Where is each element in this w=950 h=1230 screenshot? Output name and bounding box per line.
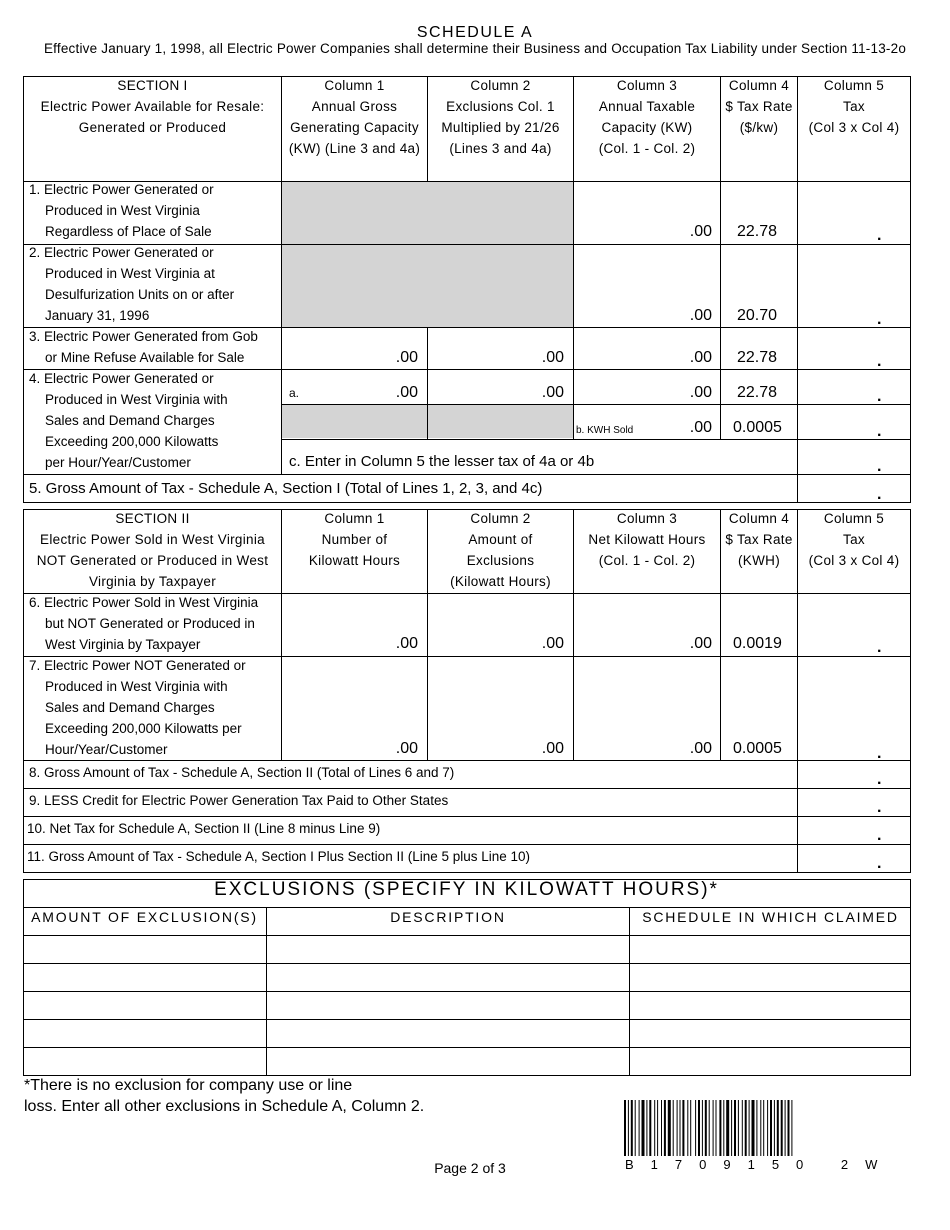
s2-column-3-header: Column 3 Net Kilowatt Hours (Col. 1 - Col. 2) xyxy=(588,511,706,568)
s1-column-5-header: Column 5 Tax (Col 3 x Col 4) xyxy=(808,78,900,135)
line-9-tax-input[interactable]: . xyxy=(877,799,882,816)
s1-column-2-header: Column 2 Exclusions Col. 1 Multiplied by 21/26 (Lines 3 and 4a) xyxy=(441,78,560,156)
exclusion-description-input[interactable] xyxy=(267,992,629,1019)
schedule-subtitle: Effective January 1, 1998, all Electric Power Companies shall determine their Business and Occupation Tax Liability under Section 11-13-2o xyxy=(43,41,907,56)
line-7-label: 7. Electric Power NOT Generated or Produced in West Virginia with Sales and Demand Charges Exceeding 200,000 Kilowatts per Hour/Year/Customer xyxy=(29,658,246,757)
exclusion-schedule-input[interactable] xyxy=(630,1048,910,1075)
exclusions-title: EXCLUSIONS (SPECIFY IN KILOWATT HOURS)* xyxy=(214,879,719,900)
line-4a-col1-input[interactable]: .00 xyxy=(395,384,418,401)
exclusion-amount-input[interactable] xyxy=(24,992,266,1019)
line-8-label: 8. Gross Amount of Tax - Schedule A, Section II (Total of Lines 6 and 7) xyxy=(29,765,455,780)
s2-column-2-header: Column 2 Amount of Exclusions (Kilowatt Hours) xyxy=(450,511,551,589)
line-3-col3-input[interactable]: .00 xyxy=(689,349,712,366)
exclusion-amount-input[interactable] xyxy=(24,964,266,991)
line-4b-label: b. KWH Sold xyxy=(576,425,634,436)
line-6-tax-input[interactable]: . xyxy=(877,639,882,656)
exclusion-schedule-header: SCHEDULE IN WHICH CLAIMED xyxy=(642,909,899,925)
line-2-tax-input[interactable]: . xyxy=(877,311,882,328)
line-3-label: 3. Electric Power Generated from Gob or Mine Refuse Available for Sale xyxy=(29,329,258,365)
line-3-tax-input[interactable]: . xyxy=(877,353,882,370)
exclusion-schedule-input[interactable] xyxy=(630,936,910,963)
line-6-col3-input[interactable]: .00 xyxy=(689,635,712,652)
exclusion-amount-header: AMOUNT OF EXCLUSION(S) xyxy=(31,909,258,925)
s2-column-5-header: Column 5 Tax (Col 3 x Col 4) xyxy=(808,511,900,568)
barcode-text: B1709150 2W xyxy=(625,1157,895,1172)
line-4a-col3-input[interactable]: .00 xyxy=(689,384,712,401)
line-3-col1-input[interactable]: .00 xyxy=(395,349,418,366)
section-1-header: SECTION I Electric Power Available for Resale: Generated or Produced xyxy=(40,78,265,135)
s1-column-1-header: Column 1 Annual Gross Generating Capacity (KW) (Line 3 and 4a) xyxy=(288,78,421,156)
shaded-area-lines-1-2 xyxy=(282,182,574,327)
exclusion-description-header: DESCRIPTION xyxy=(390,909,506,925)
line-4c-tax-input[interactable]: . xyxy=(877,458,882,475)
footnote: *There is no exclusion for company use or line loss. Enter all other exclusions in Schedule A, Column 2. xyxy=(24,1077,425,1115)
line-6-col1-input[interactable]: .00 xyxy=(395,635,418,652)
line-4a-rate: 22.78 xyxy=(737,384,778,401)
line-4a-label: a. xyxy=(289,386,300,400)
line-2-label: 2. Electric Power Generated or Produced in West Virginia at Desulfurization Units on or after January 31, 1996 xyxy=(29,245,235,323)
line-9-label: 9. LESS Credit for Electric Power Generation Tax Paid to Other States xyxy=(29,793,449,808)
line-7-col2-input[interactable]: .00 xyxy=(541,740,564,757)
line-7-tax-input[interactable]: . xyxy=(877,745,882,762)
section-2-header: SECTION II Electric Power Sold in West Virginia NOT Generated or Produced in West Virginia by Taxpayer xyxy=(36,511,269,589)
line-4a-tax-input[interactable]: . xyxy=(877,388,882,405)
line-2-rate: 20.70 xyxy=(737,307,778,324)
line-3-rate: 22.78 xyxy=(737,349,778,366)
line-7-rate: 0.0005 xyxy=(733,740,782,757)
line-7-col1-input[interactable]: .00 xyxy=(395,740,418,757)
exclusion-schedule-input[interactable] xyxy=(630,964,910,991)
exclusion-schedule-input[interactable] xyxy=(630,1020,910,1047)
line-10-label: 10. Net Tax for Schedule A, Section II (Line 8 minus Line 9) xyxy=(27,821,381,836)
page-number: Page 2 of 3 xyxy=(434,1160,506,1176)
line-6-col2-input[interactable]: .00 xyxy=(541,635,564,652)
line-11-label: 11. Gross Amount of Tax - Schedule A, Section I Plus Section II (Line 5 plus Line 10) xyxy=(27,849,531,864)
line-10-tax-input[interactable]: . xyxy=(877,827,882,844)
line-5-tax-input[interactable]: . xyxy=(877,486,882,503)
line-4b-rate: 0.0005 xyxy=(733,419,782,436)
schedule-title: SCHEDULE A xyxy=(416,24,534,41)
exclusion-amount-input[interactable] xyxy=(24,1048,266,1075)
s2-column-1-header: Column 1 Number of Kilowatt Hours xyxy=(308,511,401,568)
line-11-tax-input[interactable]: . xyxy=(877,855,882,872)
line-6-label: 6. Electric Power Sold in West Virginia but NOT Generated or Produced in West Virginia by Taxpayer xyxy=(29,595,259,652)
shaded-area-line-4b xyxy=(282,405,574,438)
line-6-rate: 0.0019 xyxy=(733,635,782,652)
s2-column-4-header: Column 4 $ Tax Rate (KWH) xyxy=(725,511,793,568)
line-8-tax-input[interactable]: . xyxy=(877,771,882,788)
line-7-col3-input[interactable]: .00 xyxy=(689,740,712,757)
line-1-col3-input[interactable]: .00 xyxy=(689,223,712,240)
exclusion-description-input[interactable] xyxy=(267,964,629,991)
line-5-label: 5. Gross Amount of Tax - Schedule A, Section I (Total of Lines 1, 2, 3, and 4c) xyxy=(29,480,543,497)
line-4c-label: c. Enter in Column 5 the lesser tax of 4a or 4b xyxy=(289,453,595,470)
s1-column-3-header: Column 3 Annual Taxable Capacity (KW) (Col. 1 - Col. 2) xyxy=(598,78,696,156)
line-1-tax-input[interactable]: . xyxy=(877,227,882,244)
line-2-col3-input[interactable]: .00 xyxy=(689,307,712,324)
line-1-rate: 22.78 xyxy=(737,223,778,240)
line-3-col2-input[interactable]: .00 xyxy=(541,349,564,366)
exclusion-description-input[interactable] xyxy=(267,936,629,963)
line-4b-tax-input[interactable]: . xyxy=(877,423,882,440)
exclusion-amount-input[interactable] xyxy=(24,936,266,963)
exclusion-schedule-input[interactable] xyxy=(630,992,910,1019)
exclusion-amount-input[interactable] xyxy=(24,1020,266,1047)
barcode xyxy=(624,1100,904,1156)
exclusion-description-input[interactable] xyxy=(267,1048,629,1075)
exclusion-description-input[interactable] xyxy=(267,1020,629,1047)
line-4b-col3-input[interactable]: .00 xyxy=(689,419,712,436)
line-4-label: 4. Electric Power Generated or Produced in West Virginia with Sales and Demand Charges Exceeding 200,000 Kilowatts per Hour/Year/Customer xyxy=(29,371,228,470)
s1-column-4-header: Column 4 $ Tax Rate ($/kw) xyxy=(725,78,793,135)
line-4a-col2-input[interactable]: .00 xyxy=(541,384,564,401)
line-1-label: 1. Electric Power Generated or Produced in West Virginia Regardless of Place of Sale xyxy=(29,182,214,239)
